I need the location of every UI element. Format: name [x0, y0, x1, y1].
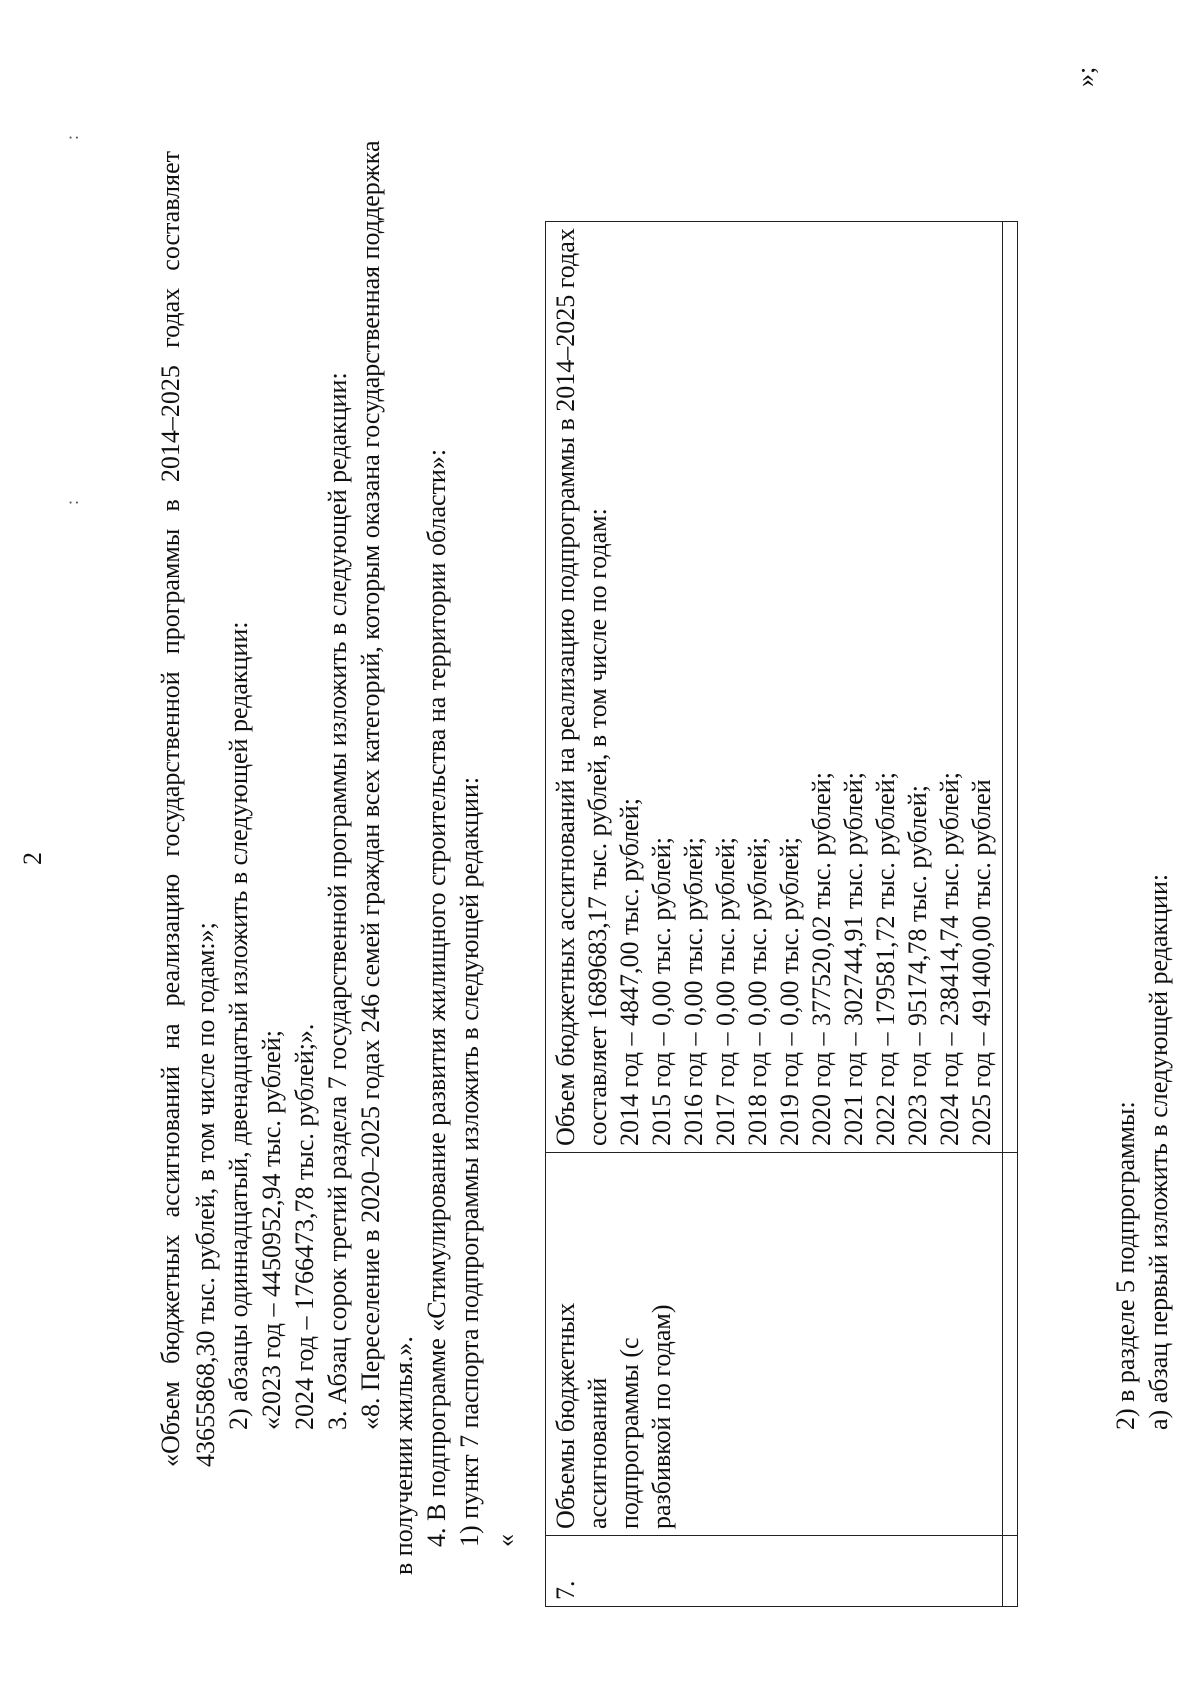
- close-quote: »;: [1071, 66, 1100, 87]
- intro-line: составляет 1689683,17 тыс. рублей, в том числе по годам:: [583, 508, 612, 1146]
- label-line: подпрограммы (с: [615, 1337, 644, 1529]
- paragraph-section5: 2) в разделе 5 подпрограммы:: [1111, 1101, 1140, 1430]
- year-line: 2021 год – 302744,91 тыс. рублей;: [839, 772, 868, 1146]
- passport-table: [545, 221, 1018, 1607]
- year-line: 2022 год – 179581,72 тыс. рублей;: [871, 772, 900, 1146]
- year-line: 2015 год – 0,00 тыс. рублей;: [647, 837, 676, 1146]
- intro-line: Объем бюджетных ассигнований на реализацию подпрограммы в 2014–2025 годах: [551, 228, 580, 1146]
- paragraph-resettlement-line2: в получении жилья.».: [389, 1336, 418, 1575]
- paragraph-resettlement-line1: «8. Переселение в 2020–2025 годах 246 семей граждан всех категорий, которым оказана государственная поддержка: [356, 140, 385, 1430]
- paragraph-abzac-first: а) абзац первый изложить в следующей редакции:: [1144, 873, 1173, 1430]
- year-line: 2025 год – 491400,00 тыс. рублей: [967, 779, 996, 1146]
- year-line: 2019 год – 0,00 тыс. рублей;: [775, 837, 804, 1146]
- row-label: [546, 1153, 1003, 1536]
- paragraph-budget-line2: 43655868,30 тыс. рублей, в том числе по годам:»;: [191, 922, 220, 1467]
- label-line: Объемы бюджетных: [551, 1302, 580, 1529]
- label-line: разбивкой по годам): [647, 1304, 676, 1529]
- year-line: 2024 год – 238414,74 тыс. рублей;: [935, 772, 964, 1146]
- paragraph-2023: «2023 год – 4450952,94 тыс. рублей;: [257, 1030, 286, 1430]
- paragraph-2024: 2024 год – 1766473,78 тыс. рублей;».: [290, 1023, 319, 1430]
- page-number: 2: [18, 852, 47, 865]
- year-line: 2017 год – 0,00 тыс. рублей;: [711, 837, 740, 1146]
- paragraph-budget-line1: «Объем бюджетных ассигнований на реализацию государственной программы в 2014–2025 годах составляет: [156, 151, 185, 1467]
- open-quote: «: [491, 1534, 520, 1547]
- paragraph-abzac-43: 3. Абзац сорок третий раздела 7 государственной программы изложить в следующей редакции:: [323, 372, 352, 1430]
- year-line: 2016 год – 0,00 тыс. рублей;: [679, 837, 708, 1146]
- year-line: 2023 год – 95174,78 тыс. рублей;: [903, 785, 932, 1146]
- label-line: ассигнований: [583, 1377, 612, 1529]
- row-content: [546, 222, 1003, 1153]
- table-row: [546, 222, 1003, 1607]
- paragraph-passport: 1) пункт 7 паспорта подпрограммы изложить в следующей редакции:: [455, 776, 484, 1547]
- scan-speck: :: [62, 499, 82, 505]
- scan-speck: :: [62, 134, 82, 140]
- row-number: 7.: [546, 1536, 1003, 1607]
- table-row: [1003, 222, 1018, 1607]
- paragraph-abzacy: 2) абзацы одиннадцатый, двенадцатый изложить в следующей редакции:: [224, 621, 253, 1430]
- paragraph-subprogram: 4. В подпрограмме «Стимулирование развития жилищного строительства на территории области»:: [422, 448, 451, 1547]
- year-line: 2014 год – 4847,00 тыс. рублей;: [615, 798, 644, 1146]
- year-line: 2020 год – 377520,02 тыс. рублей;: [807, 772, 836, 1146]
- year-line: 2018 год – 0,00 тыс. рублей;: [743, 837, 772, 1146]
